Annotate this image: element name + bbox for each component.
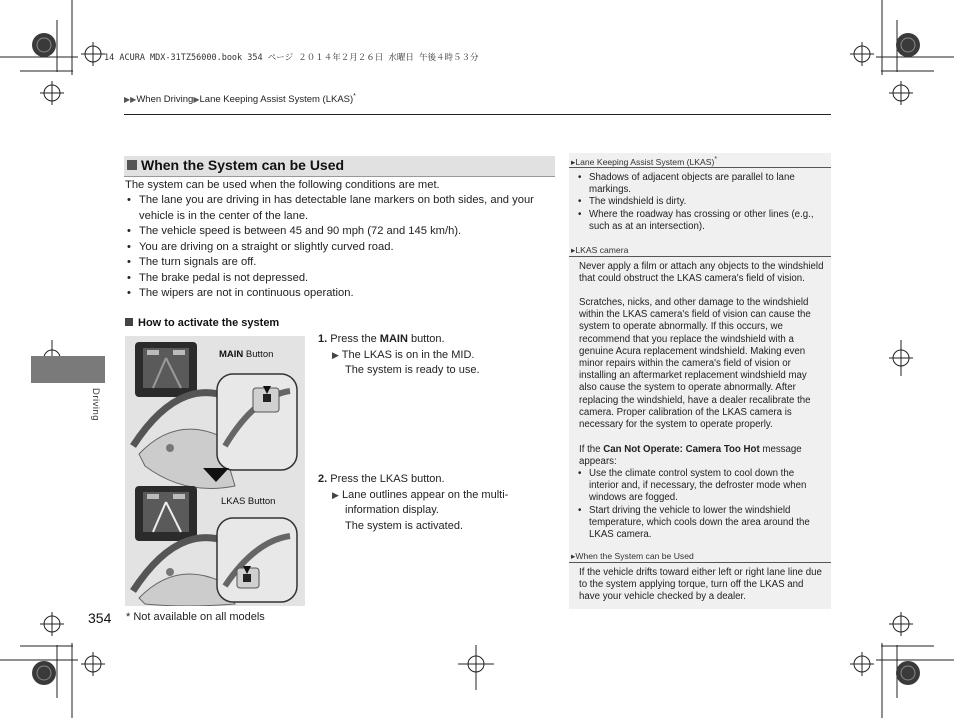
breadcrumb-arrow-icon: ▶▶	[124, 95, 137, 105]
breadcrumb-star: *	[353, 93, 356, 100]
header-rule	[124, 114, 831, 115]
step-1	[318, 332, 548, 379]
note-icon: ▸	[571, 551, 576, 561]
list-item: • The brake pedal is not depressed.	[125, 271, 555, 287]
sidebar-heading-3	[571, 551, 694, 562]
list-item: • Shadows of adjacent objects are parallel to lane markings.	[576, 172, 826, 196]
list-item: • Where the roadway has crossing or other lines (e.g., such as at an intersection).	[576, 209, 826, 233]
result-arrow-icon: ▶	[332, 349, 339, 360]
section-intro: The system can be used when the following conditions are met.	[125, 179, 440, 191]
step-1-post: button.	[407, 333, 445, 345]
activation-illustration	[125, 336, 305, 606]
list-item: • The windshield is dirty.	[576, 196, 826, 208]
step-1-result1: The LKAS is on in the MID.	[341, 348, 475, 361]
step-2	[318, 472, 548, 534]
step-2-result1: Lane outlines appear on the multi-	[341, 488, 509, 501]
main-button-label-rest: Button	[243, 349, 274, 360]
how-to-heading-text: How to activate the system	[138, 317, 280, 329]
sidebar-rule	[569, 562, 831, 563]
list-item: • You are driving on a straight or slightly curved road.	[125, 240, 555, 256]
sidebar-message-pre: If the	[579, 444, 604, 455]
main-button-label-bold: MAIN	[219, 349, 244, 360]
page-number: 354	[88, 610, 112, 626]
breadcrumb	[124, 93, 356, 105]
conditions-list	[125, 193, 555, 302]
result-arrow-icon: ▶	[332, 489, 339, 500]
sidebar-heading-1-text: Lane Keeping Assist System (LKAS)	[575, 156, 715, 167]
square-bullet-icon	[127, 160, 137, 170]
breadcrumb-part2[interactable]: Lane Keeping Assist System (LKAS)	[199, 94, 354, 106]
steering-wheel-illustration	[125, 336, 305, 606]
note-icon: ▸	[571, 156, 576, 167]
list-item: • Use the climate control system to cool down the interior and, if necessary, the defroster mode when windows are fogged.	[576, 468, 826, 505]
footnote: * Not available on all models	[126, 611, 265, 623]
lkas-button-label: LKAS Button	[221, 496, 276, 507]
sidebar-message	[579, 444, 824, 468]
sidebar-para-2: Scratches, nicks, and other damage to the windshield within the LKAS camera's field of vision can cause the system to operate abnormally. If this occurs, we recommend that you replace the windshield with a genuine Acura replacement windshield. Making even minor repairs within the camera's field of vision or installing an aftermarket replacement windshield may also cause the system to operate abnormally. After replacing the windshield, have a dealer recalibrate the camera. Proper calibration of the LKAS camera is necessary for the system to operate properly.	[579, 297, 811, 431]
print-line: 14 ACURA MDX-31TZ56000.book 354 ページ ２０１４年２月２６日 水曜日 午後４時５３分	[104, 53, 479, 63]
step-2-text: Press the LKAS button.	[330, 473, 445, 485]
side-tab-label: Driving	[90, 388, 101, 422]
sidebar-rule	[569, 167, 831, 168]
sidebar-message-bold: Can Not Operate: Camera Too Hot	[603, 444, 760, 455]
sidebar-bullets-2	[576, 468, 826, 541]
note-icon: ▸	[571, 245, 576, 255]
list-item: • The turn signals are off.	[125, 255, 555, 271]
sidebar-notes	[569, 153, 831, 609]
sidebar-heading-2	[571, 245, 628, 256]
sidebar-message-post: message appears:	[579, 444, 802, 468]
list-item: • The lane you are driving in has detectable lane markers on both sides, and your vehicle is in the center of the lane.	[125, 193, 555, 224]
step-1-pre: Press the	[330, 333, 380, 345]
step-1-result2: The system is ready to use.	[345, 364, 480, 376]
side-tab	[31, 356, 105, 383]
step-1-bold: MAIN	[379, 333, 408, 345]
step-1-number: 1.	[318, 333, 328, 345]
sidebar-heading-2-text: LKAS camera	[575, 245, 629, 255]
sidebar-bullets-1	[576, 172, 826, 233]
square-bullet-icon	[125, 318, 133, 326]
list-item: • Start driving the vehicle to lower the windshield temperature, which cools down the area around the LKAS camera.	[576, 505, 826, 542]
step-2-result2: The system is activated.	[345, 519, 463, 532]
step-2-number: 2.	[318, 473, 328, 485]
main-button-label	[219, 349, 273, 360]
sidebar-heading-1-star: *	[714, 156, 718, 163]
step-2-result1b: information display.	[345, 504, 439, 516]
breadcrumb-arrow-icon: ▶	[193, 95, 200, 105]
list-item: • The vehicle speed is between 45 and 90 mph (72 and 145 km/h).	[125, 224, 555, 240]
sidebar-heading-3-text: When the System can be Used	[575, 551, 694, 561]
breadcrumb-part1[interactable]: When Driving	[136, 94, 194, 106]
section-title: When the System can be Used	[141, 157, 345, 173]
sidebar-rule	[569, 256, 831, 257]
how-to-heading	[125, 317, 279, 329]
list-item: • The wipers are not in continuous operation.	[125, 286, 555, 302]
section-header	[124, 156, 555, 177]
sidebar-para-3: If the vehicle drifts toward either left or right lane line due to the system applying torque, turn off the LKAS and have your vehicle checked by a dealer.	[579, 567, 822, 603]
sidebar-para-1: Never apply a film or attach any objects to the windshield that could obstruct the LKAS camera's field of vision.	[579, 261, 824, 285]
